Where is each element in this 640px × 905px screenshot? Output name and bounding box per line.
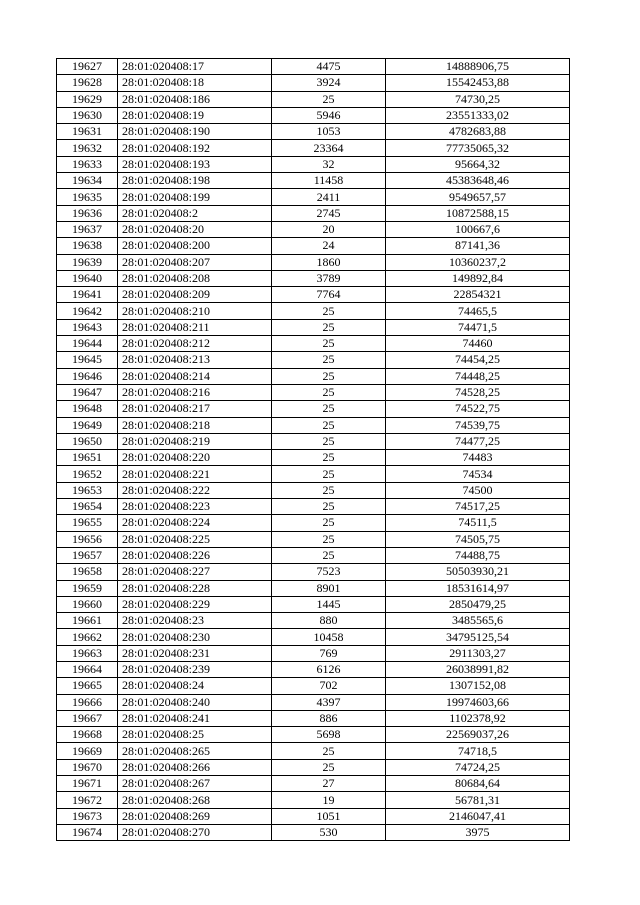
area-cell: 25 bbox=[272, 531, 386, 547]
table-row bbox=[57, 613, 570, 629]
row-number-cell: 19668 bbox=[57, 727, 118, 743]
table-row bbox=[57, 189, 570, 205]
value-cell: 34795125,54 bbox=[386, 629, 570, 645]
value-cell: 74488,75 bbox=[386, 547, 570, 563]
value-cell: 74511,5 bbox=[386, 515, 570, 531]
table-row bbox=[57, 547, 570, 563]
row-number-cell: 19666 bbox=[57, 694, 118, 710]
value-cell: 74517,25 bbox=[386, 499, 570, 515]
area-cell: 3924 bbox=[272, 75, 386, 91]
area-cell: 2411 bbox=[272, 189, 386, 205]
cadastral-number-cell: 28:01:020408:220 bbox=[118, 450, 272, 466]
cadastral-number-cell: 28:01:020408:218 bbox=[118, 417, 272, 433]
area-cell: 25 bbox=[272, 417, 386, 433]
area-cell: 25 bbox=[272, 450, 386, 466]
value-cell: 74505,75 bbox=[386, 531, 570, 547]
row-number-cell: 19638 bbox=[57, 238, 118, 254]
cadastral-number-cell: 28:01:020408:223 bbox=[118, 499, 272, 515]
row-number-cell: 19667 bbox=[57, 710, 118, 726]
table-row bbox=[57, 384, 570, 400]
row-number-cell: 19637 bbox=[57, 221, 118, 237]
value-cell: 4782683,88 bbox=[386, 124, 570, 140]
table-row bbox=[57, 124, 570, 140]
area-cell: 1860 bbox=[272, 254, 386, 270]
cadastral-number-cell: 28:01:020408:186 bbox=[118, 91, 272, 107]
cadastral-number-cell: 28:01:020408:216 bbox=[118, 384, 272, 400]
area-cell: 886 bbox=[272, 710, 386, 726]
cadastral-number-cell: 28:01:020408:190 bbox=[118, 124, 272, 140]
value-cell: 149892,84 bbox=[386, 270, 570, 286]
area-cell: 5946 bbox=[272, 107, 386, 123]
value-cell: 77735065,32 bbox=[386, 140, 570, 156]
area-cell: 1051 bbox=[272, 808, 386, 824]
value-cell: 14888906,75 bbox=[386, 59, 570, 75]
cadastral-number-cell: 28:01:020408:219 bbox=[118, 433, 272, 449]
row-number-cell: 19644 bbox=[57, 336, 118, 352]
area-cell: 4475 bbox=[272, 59, 386, 75]
table-row bbox=[57, 401, 570, 417]
table-row bbox=[57, 91, 570, 107]
row-number-cell: 19642 bbox=[57, 303, 118, 319]
table-row bbox=[57, 531, 570, 547]
cadastral-number-cell: 28:01:020408:226 bbox=[118, 547, 272, 563]
table-row bbox=[57, 433, 570, 449]
cadastral-number-cell: 28:01:020408:230 bbox=[118, 629, 272, 645]
area-cell: 6126 bbox=[272, 661, 386, 677]
table-row bbox=[57, 238, 570, 254]
area-cell: 25 bbox=[272, 759, 386, 775]
value-cell: 22569037,26 bbox=[386, 727, 570, 743]
table-body bbox=[57, 59, 570, 841]
table-row bbox=[57, 303, 570, 319]
area-cell: 27 bbox=[272, 776, 386, 792]
row-number-cell: 19663 bbox=[57, 645, 118, 661]
table-row bbox=[57, 580, 570, 596]
value-cell: 95664,32 bbox=[386, 156, 570, 172]
value-cell: 74471,5 bbox=[386, 319, 570, 335]
cadastral-number-cell: 28:01:020408:241 bbox=[118, 710, 272, 726]
table-row bbox=[57, 368, 570, 384]
value-cell: 50503930,21 bbox=[386, 564, 570, 580]
row-number-cell: 19652 bbox=[57, 466, 118, 482]
row-number-cell: 19647 bbox=[57, 384, 118, 400]
area-cell: 25 bbox=[272, 303, 386, 319]
table-row bbox=[57, 466, 570, 482]
cadastral-number-cell: 28:01:020408:231 bbox=[118, 645, 272, 661]
cadastral-number-cell: 28:01:020408:222 bbox=[118, 482, 272, 498]
row-number-cell: 19639 bbox=[57, 254, 118, 270]
row-number-cell: 19659 bbox=[57, 580, 118, 596]
table-row bbox=[57, 417, 570, 433]
row-number-cell: 19665 bbox=[57, 678, 118, 694]
cadastral-number-cell: 28:01:020408:212 bbox=[118, 336, 272, 352]
value-cell: 74539,75 bbox=[386, 417, 570, 433]
cadastral-number-cell: 28:01:020408:224 bbox=[118, 515, 272, 531]
row-number-cell: 19673 bbox=[57, 808, 118, 824]
table-row bbox=[57, 450, 570, 466]
cadastral-number-cell: 28:01:020408:192 bbox=[118, 140, 272, 156]
area-cell: 702 bbox=[272, 678, 386, 694]
cadastral-number-cell: 28:01:020408:265 bbox=[118, 743, 272, 759]
table-row bbox=[57, 156, 570, 172]
row-number-cell: 19633 bbox=[57, 156, 118, 172]
row-number-cell: 19630 bbox=[57, 107, 118, 123]
value-cell: 15542453,88 bbox=[386, 75, 570, 91]
row-number-cell: 19669 bbox=[57, 743, 118, 759]
value-cell: 74500 bbox=[386, 482, 570, 498]
area-cell: 25 bbox=[272, 401, 386, 417]
table-row bbox=[57, 808, 570, 824]
row-number-cell: 19629 bbox=[57, 91, 118, 107]
value-cell: 1102378,92 bbox=[386, 710, 570, 726]
cadastral-number-cell: 28:01:020408:268 bbox=[118, 792, 272, 808]
area-cell: 1053 bbox=[272, 124, 386, 140]
table-row bbox=[57, 596, 570, 612]
cadastral-number-cell: 28:01:020408:199 bbox=[118, 189, 272, 205]
cadastral-number-cell: 28:01:020408:25 bbox=[118, 727, 272, 743]
table-row bbox=[57, 564, 570, 580]
value-cell: 74483 bbox=[386, 450, 570, 466]
area-cell: 25 bbox=[272, 352, 386, 368]
value-cell: 74454,25 bbox=[386, 352, 570, 368]
value-cell: 2911303,27 bbox=[386, 645, 570, 661]
row-number-cell: 19674 bbox=[57, 824, 118, 840]
value-cell: 74460 bbox=[386, 336, 570, 352]
value-cell: 74730,25 bbox=[386, 91, 570, 107]
area-cell: 25 bbox=[272, 466, 386, 482]
row-number-cell: 19672 bbox=[57, 792, 118, 808]
cadastral-table bbox=[56, 58, 570, 841]
cadastral-number-cell: 28:01:020408:229 bbox=[118, 596, 272, 612]
table-row bbox=[57, 678, 570, 694]
value-cell: 74522,75 bbox=[386, 401, 570, 417]
area-cell: 25 bbox=[272, 91, 386, 107]
table-row bbox=[57, 254, 570, 270]
value-cell: 45383648,46 bbox=[386, 173, 570, 189]
area-cell: 25 bbox=[272, 368, 386, 384]
value-cell: 3485565,6 bbox=[386, 613, 570, 629]
area-cell: 2745 bbox=[272, 205, 386, 221]
value-cell: 74724,25 bbox=[386, 759, 570, 775]
cadastral-number-cell: 28:01:020408:225 bbox=[118, 531, 272, 547]
area-cell: 3789 bbox=[272, 270, 386, 286]
table-row bbox=[57, 352, 570, 368]
table-row bbox=[57, 645, 570, 661]
cadastral-number-cell: 28:01:020408:270 bbox=[118, 824, 272, 840]
value-cell: 1307152,08 bbox=[386, 678, 570, 694]
cadastral-number-cell: 28:01:020408:239 bbox=[118, 661, 272, 677]
table-row bbox=[57, 482, 570, 498]
value-cell: 9549657,57 bbox=[386, 189, 570, 205]
table-row bbox=[57, 270, 570, 286]
cadastral-number-cell: 28:01:020408:210 bbox=[118, 303, 272, 319]
table-row bbox=[57, 205, 570, 221]
value-cell: 26038991,82 bbox=[386, 661, 570, 677]
table-row bbox=[57, 287, 570, 303]
value-cell: 10360237,2 bbox=[386, 254, 570, 270]
area-cell: 20 bbox=[272, 221, 386, 237]
cadastral-number-cell: 28:01:020408:18 bbox=[118, 75, 272, 91]
row-number-cell: 19632 bbox=[57, 140, 118, 156]
row-number-cell: 19645 bbox=[57, 352, 118, 368]
area-cell: 7764 bbox=[272, 287, 386, 303]
cadastral-number-cell: 28:01:020408:19 bbox=[118, 107, 272, 123]
row-number-cell: 19627 bbox=[57, 59, 118, 75]
table-row bbox=[57, 694, 570, 710]
row-number-cell: 19655 bbox=[57, 515, 118, 531]
table-row bbox=[57, 140, 570, 156]
cadastral-number-cell: 28:01:020408:2 bbox=[118, 205, 272, 221]
cadastral-number-cell: 28:01:020408:269 bbox=[118, 808, 272, 824]
value-cell: 2850479,25 bbox=[386, 596, 570, 612]
row-number-cell: 19664 bbox=[57, 661, 118, 677]
value-cell: 87141,36 bbox=[386, 238, 570, 254]
cadastral-number-cell: 28:01:020408:211 bbox=[118, 319, 272, 335]
area-cell: 1445 bbox=[272, 596, 386, 612]
cadastral-number-cell: 28:01:020408:221 bbox=[118, 466, 272, 482]
row-number-cell: 19634 bbox=[57, 173, 118, 189]
area-cell: 769 bbox=[272, 645, 386, 661]
area-cell: 32 bbox=[272, 156, 386, 172]
area-cell: 530 bbox=[272, 824, 386, 840]
table-row bbox=[57, 759, 570, 775]
area-cell: 880 bbox=[272, 613, 386, 629]
table-row bbox=[57, 319, 570, 335]
row-number-cell: 19641 bbox=[57, 287, 118, 303]
value-cell: 74465,5 bbox=[386, 303, 570, 319]
value-cell: 74534 bbox=[386, 466, 570, 482]
row-number-cell: 19651 bbox=[57, 450, 118, 466]
cadastral-number-cell: 28:01:020408:23 bbox=[118, 613, 272, 629]
document-page bbox=[56, 58, 569, 841]
row-number-cell: 19654 bbox=[57, 499, 118, 515]
area-cell: 25 bbox=[272, 319, 386, 335]
table-row bbox=[57, 661, 570, 677]
area-cell: 25 bbox=[272, 499, 386, 515]
area-cell: 10458 bbox=[272, 629, 386, 645]
row-number-cell: 19661 bbox=[57, 613, 118, 629]
area-cell: 25 bbox=[272, 547, 386, 563]
area-cell: 25 bbox=[272, 482, 386, 498]
row-number-cell: 19670 bbox=[57, 759, 118, 775]
row-number-cell: 19640 bbox=[57, 270, 118, 286]
row-number-cell: 19628 bbox=[57, 75, 118, 91]
area-cell: 7523 bbox=[272, 564, 386, 580]
row-number-cell: 19648 bbox=[57, 401, 118, 417]
cadastral-number-cell: 28:01:020408:214 bbox=[118, 368, 272, 384]
row-number-cell: 19671 bbox=[57, 776, 118, 792]
cadastral-number-cell: 28:01:020408:209 bbox=[118, 287, 272, 303]
value-cell: 56781,31 bbox=[386, 792, 570, 808]
row-number-cell: 19646 bbox=[57, 368, 118, 384]
row-number-cell: 19660 bbox=[57, 596, 118, 612]
table-row bbox=[57, 75, 570, 91]
cadastral-number-cell: 28:01:020408:240 bbox=[118, 694, 272, 710]
table-row bbox=[57, 710, 570, 726]
cadastral-number-cell: 28:01:020408:207 bbox=[118, 254, 272, 270]
row-number-cell: 19650 bbox=[57, 433, 118, 449]
area-cell: 5698 bbox=[272, 727, 386, 743]
cadastral-number-cell: 28:01:020408:20 bbox=[118, 221, 272, 237]
table-row bbox=[57, 792, 570, 808]
value-cell: 74477,25 bbox=[386, 433, 570, 449]
table-row bbox=[57, 515, 570, 531]
area-cell: 11458 bbox=[272, 173, 386, 189]
value-cell: 23551333,02 bbox=[386, 107, 570, 123]
table-row bbox=[57, 727, 570, 743]
table-row bbox=[57, 221, 570, 237]
area-cell: 25 bbox=[272, 336, 386, 352]
cadastral-number-cell: 28:01:020408:200 bbox=[118, 238, 272, 254]
value-cell: 80684,64 bbox=[386, 776, 570, 792]
table-row bbox=[57, 743, 570, 759]
table-row bbox=[57, 629, 570, 645]
row-number-cell: 19662 bbox=[57, 629, 118, 645]
value-cell: 19974603,66 bbox=[386, 694, 570, 710]
cadastral-number-cell: 28:01:020408:217 bbox=[118, 401, 272, 417]
cadastral-number-cell: 28:01:020408:213 bbox=[118, 352, 272, 368]
area-cell: 25 bbox=[272, 433, 386, 449]
cadastral-number-cell: 28:01:020408:227 bbox=[118, 564, 272, 580]
cadastral-number-cell: 28:01:020408:24 bbox=[118, 678, 272, 694]
area-cell: 25 bbox=[272, 515, 386, 531]
cadastral-number-cell: 28:01:020408:267 bbox=[118, 776, 272, 792]
cadastral-number-cell: 28:01:020408:208 bbox=[118, 270, 272, 286]
area-cell: 24 bbox=[272, 238, 386, 254]
area-cell: 25 bbox=[272, 384, 386, 400]
value-cell: 18531614,97 bbox=[386, 580, 570, 596]
value-cell: 74718,5 bbox=[386, 743, 570, 759]
table-row bbox=[57, 776, 570, 792]
row-number-cell: 19658 bbox=[57, 564, 118, 580]
row-number-cell: 19649 bbox=[57, 417, 118, 433]
area-cell: 4397 bbox=[272, 694, 386, 710]
cadastral-number-cell: 28:01:020408:193 bbox=[118, 156, 272, 172]
table-row bbox=[57, 107, 570, 123]
area-cell: 25 bbox=[272, 743, 386, 759]
value-cell: 3975 bbox=[386, 824, 570, 840]
row-number-cell: 19657 bbox=[57, 547, 118, 563]
table-row bbox=[57, 499, 570, 515]
row-number-cell: 19631 bbox=[57, 124, 118, 140]
row-number-cell: 19653 bbox=[57, 482, 118, 498]
cadastral-number-cell: 28:01:020408:198 bbox=[118, 173, 272, 189]
area-cell: 23364 bbox=[272, 140, 386, 156]
value-cell: 74448,25 bbox=[386, 368, 570, 384]
table-row bbox=[57, 824, 570, 840]
value-cell: 2146047,41 bbox=[386, 808, 570, 824]
row-number-cell: 19643 bbox=[57, 319, 118, 335]
area-cell: 8901 bbox=[272, 580, 386, 596]
row-number-cell: 19656 bbox=[57, 531, 118, 547]
value-cell: 22854321 bbox=[386, 287, 570, 303]
value-cell: 74528,25 bbox=[386, 384, 570, 400]
value-cell: 100667,6 bbox=[386, 221, 570, 237]
area-cell: 19 bbox=[272, 792, 386, 808]
row-number-cell: 19636 bbox=[57, 205, 118, 221]
table-row bbox=[57, 173, 570, 189]
row-number-cell: 19635 bbox=[57, 189, 118, 205]
cadastral-number-cell: 28:01:020408:266 bbox=[118, 759, 272, 775]
value-cell: 10872588,15 bbox=[386, 205, 570, 221]
table-row bbox=[57, 336, 570, 352]
cadastral-number-cell: 28:01:020408:17 bbox=[118, 59, 272, 75]
table-row bbox=[57, 59, 570, 75]
cadastral-number-cell: 28:01:020408:228 bbox=[118, 580, 272, 596]
